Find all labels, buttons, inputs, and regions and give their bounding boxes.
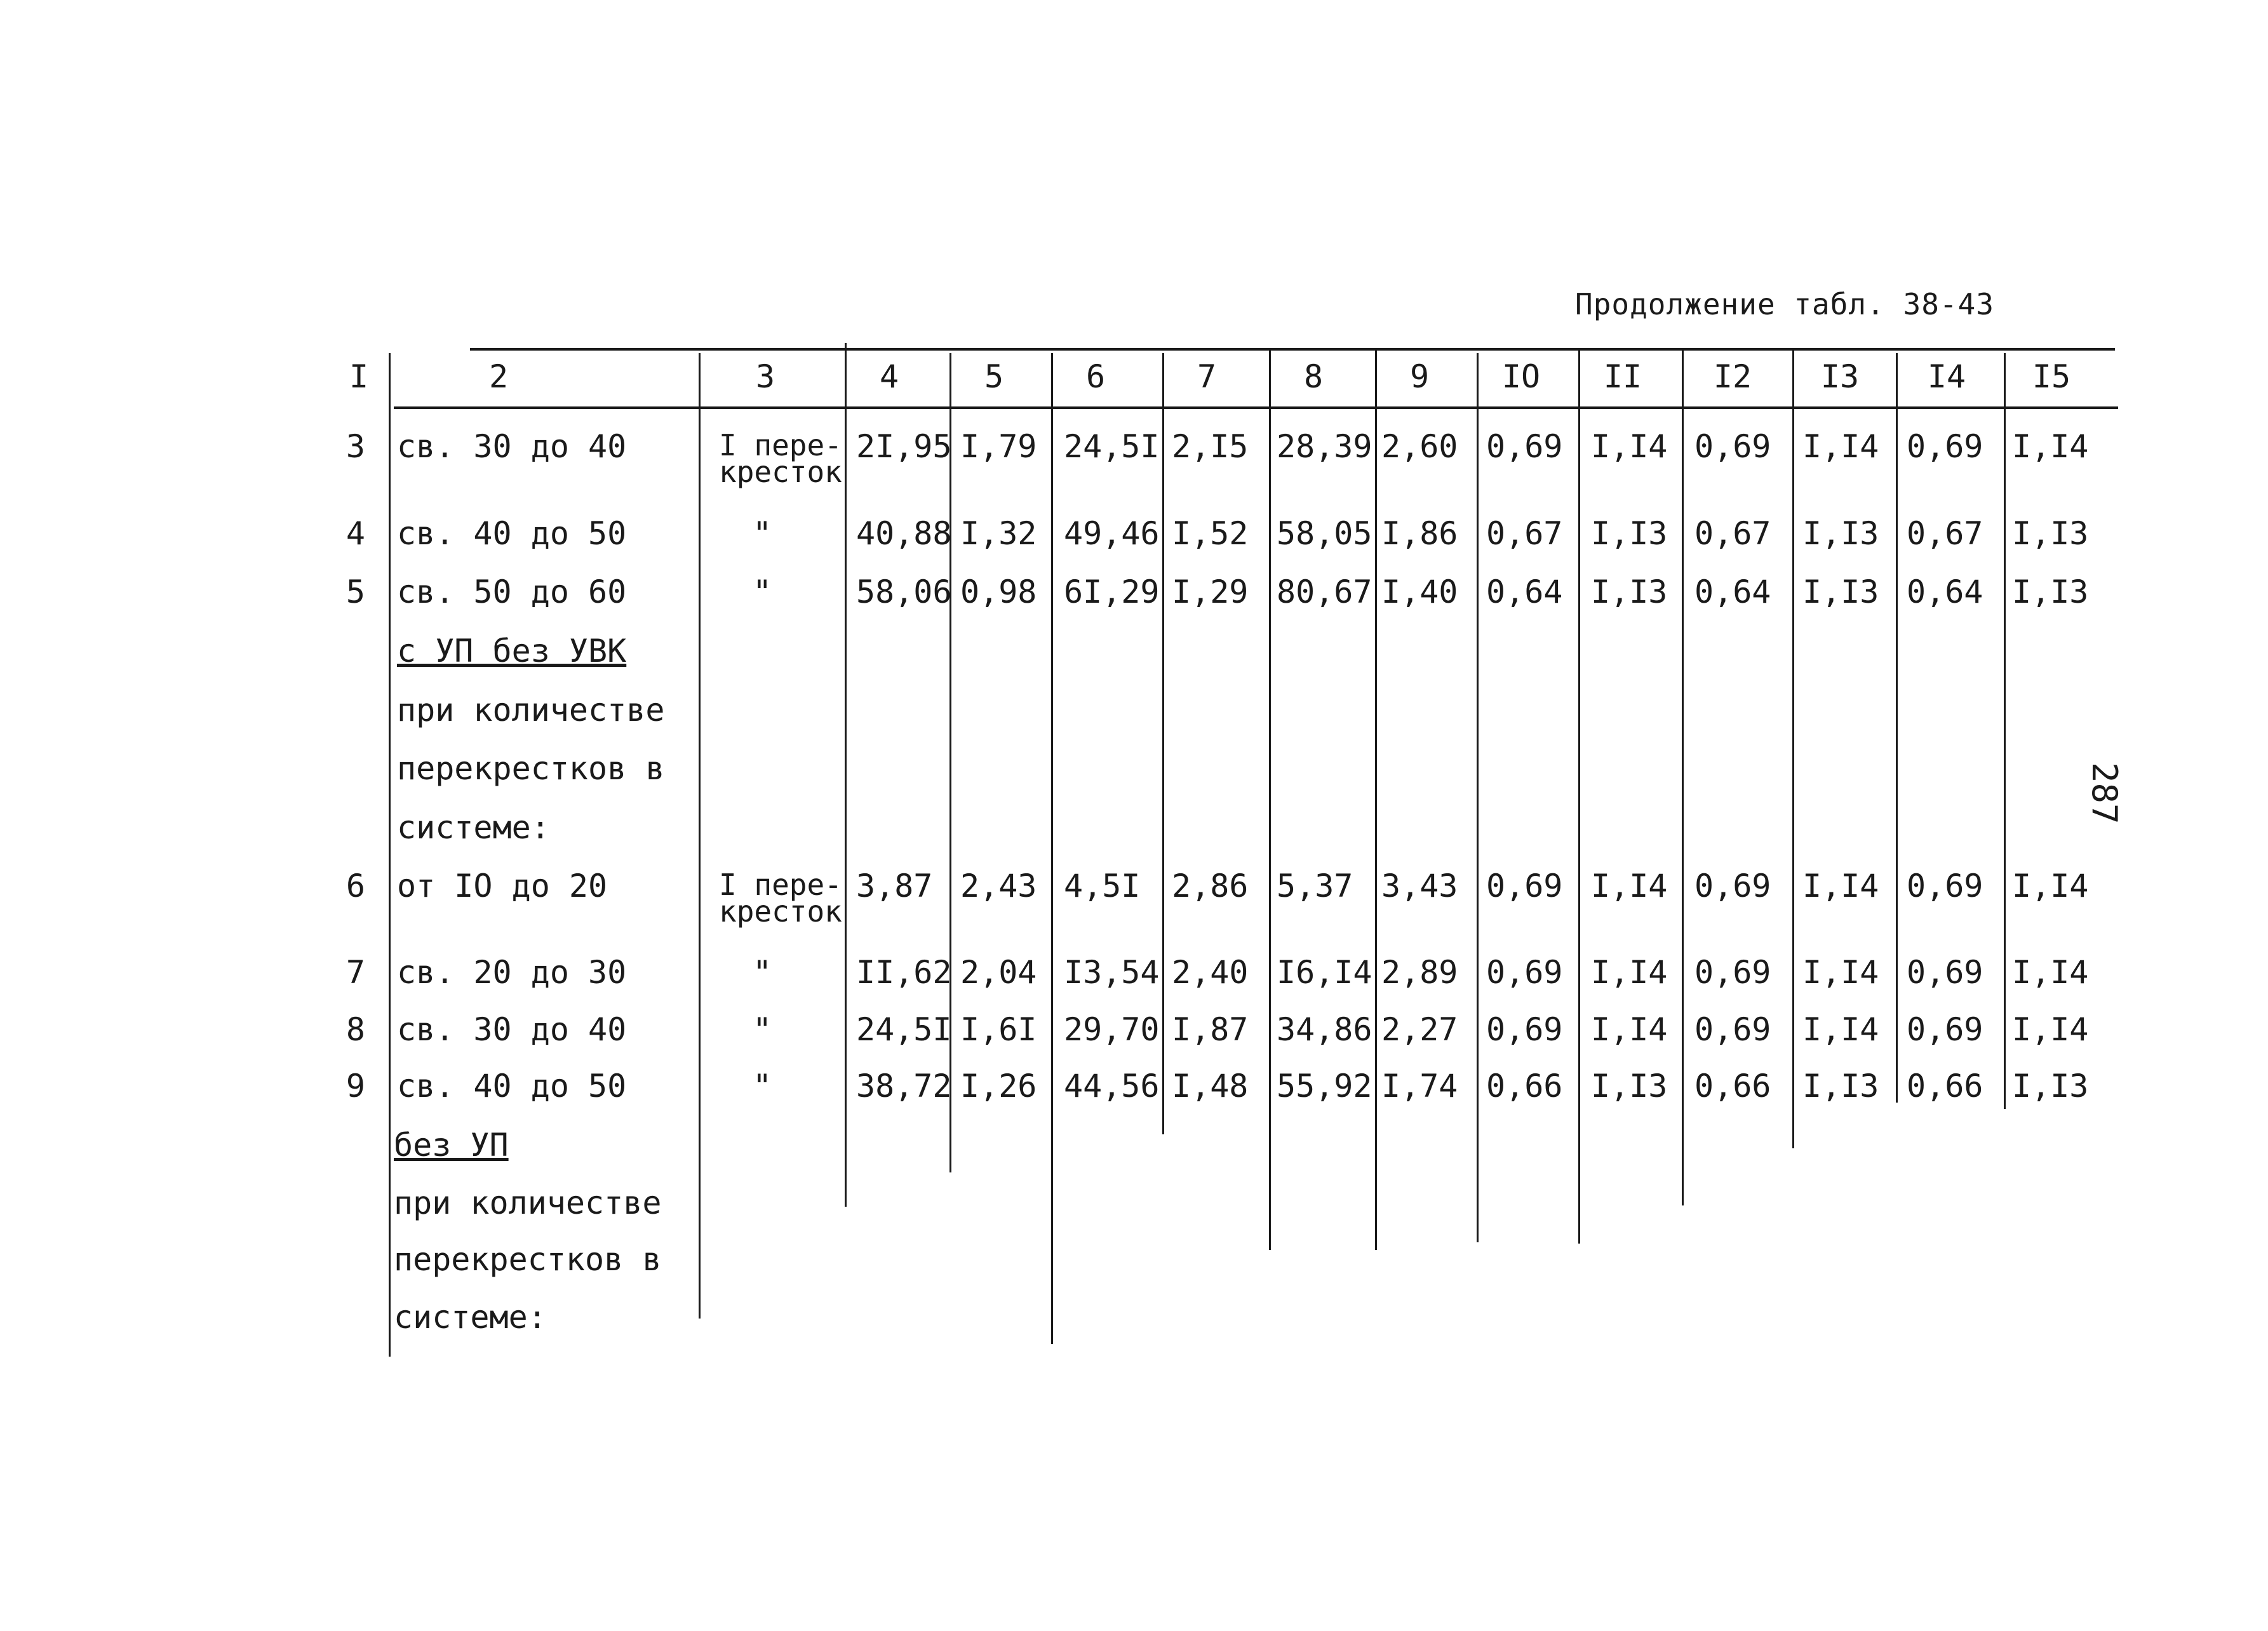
value-cell: 2,27 xyxy=(1381,1011,1458,1048)
value-cell: 0,67 xyxy=(1694,515,1771,552)
value-cell: 0,98 xyxy=(960,574,1037,610)
header-col-8: 8 xyxy=(1303,358,1324,395)
row-type: " xyxy=(753,515,772,552)
value-cell: I,I4 xyxy=(1591,428,1668,465)
value-cell: 49,46 xyxy=(1064,515,1160,552)
value-cell: 34,86 xyxy=(1277,1011,1372,1048)
value-cell: 0,69 xyxy=(1486,428,1563,465)
header-col-4: 4 xyxy=(879,358,899,395)
row-type: " xyxy=(753,1068,772,1104)
header-col-12: I2 xyxy=(1713,358,1752,395)
value-cell: I,I4 xyxy=(1802,868,1879,904)
value-cell: 2,43 xyxy=(960,868,1037,904)
column-divider xyxy=(1682,348,1684,1205)
value-cell: I,I4 xyxy=(2012,1011,2089,1048)
value-cell: I,I3 xyxy=(2012,515,2089,552)
value-cell: II,62 xyxy=(856,954,952,991)
row-number: 5 xyxy=(346,574,365,610)
value-cell: 0,67 xyxy=(1907,515,1983,552)
value-cell: 0,69 xyxy=(1907,1011,1983,1048)
value-cell: 3,87 xyxy=(856,868,933,904)
value-cell: 0,69 xyxy=(1694,954,1771,991)
value-cell: 5,37 xyxy=(1277,868,1353,904)
row-number: 9 xyxy=(346,1068,365,1104)
row-number: 8 xyxy=(346,1011,365,1048)
column-divider xyxy=(1896,353,1898,1103)
header-col-14: I4 xyxy=(1927,358,1966,395)
value-cell: I,I3 xyxy=(1802,1068,1879,1104)
value-cell: 55,92 xyxy=(1277,1068,1372,1104)
value-cell: 80,67 xyxy=(1277,574,1372,610)
value-cell: 38,72 xyxy=(856,1068,952,1104)
header-col-15: I5 xyxy=(2032,358,2071,395)
value-cell: I6,I4 xyxy=(1277,954,1372,991)
column-divider xyxy=(1269,348,1271,1250)
header-col-10: IO xyxy=(1501,358,1541,395)
value-cell: I,I3 xyxy=(1591,1068,1668,1104)
row-type: " xyxy=(753,574,772,610)
value-cell: I,6I xyxy=(960,1011,1037,1048)
row-name: св. 40 до 50 xyxy=(397,1068,627,1104)
header-col-9: 9 xyxy=(1409,358,1430,395)
row-name: от IO до 20 xyxy=(397,868,608,904)
value-cell: 0,66 xyxy=(1694,1068,1771,1104)
column-divider xyxy=(1477,353,1479,1242)
row-number: 7 xyxy=(346,954,365,991)
section-text: системе: xyxy=(397,809,550,846)
header-col-5: 5 xyxy=(984,358,1004,395)
value-cell: I,26 xyxy=(960,1068,1037,1104)
value-cell: I,I4 xyxy=(1591,868,1668,904)
section-text: при количестве xyxy=(397,692,665,728)
value-cell: I,29 xyxy=(1172,574,1249,610)
row-name: св. 30 до 40 xyxy=(397,428,627,465)
value-cell: I,I3 xyxy=(1802,574,1879,610)
value-cell: I,I4 xyxy=(2012,954,2089,991)
row-name: св. 30 до 40 xyxy=(397,1011,627,1048)
header-top-rule xyxy=(470,348,2115,351)
row-type: I пере- кресток xyxy=(719,868,842,929)
section-text: системе: xyxy=(394,1299,547,1336)
value-cell: 4,5I xyxy=(1064,868,1141,904)
value-cell: I,I3 xyxy=(2012,1068,2089,1104)
value-cell: 0,69 xyxy=(1486,954,1563,991)
row-name: св. 40 до 50 xyxy=(397,515,627,552)
value-cell: I,I3 xyxy=(2012,574,2089,610)
value-cell: I,I3 xyxy=(1802,515,1879,552)
value-cell: I,I4 xyxy=(2012,428,2089,465)
value-cell: I,79 xyxy=(960,428,1037,465)
column-divider xyxy=(949,353,951,1172)
value-cell: I,40 xyxy=(1381,574,1458,610)
value-cell: 0,64 xyxy=(1486,574,1563,610)
header-col-13: I3 xyxy=(1820,358,1860,395)
value-cell: 2,40 xyxy=(1172,954,1249,991)
page-number: 287 xyxy=(2084,762,2124,824)
value-cell: 0,66 xyxy=(1486,1068,1563,1104)
value-cell: I,I4 xyxy=(1802,1011,1879,1048)
value-cell: 2,60 xyxy=(1381,428,1458,465)
column-divider xyxy=(2004,353,2006,1109)
value-cell: I,86 xyxy=(1381,515,1458,552)
header-col-6: 6 xyxy=(1085,358,1106,395)
value-cell: 2,89 xyxy=(1381,954,1458,991)
value-cell: 0,69 xyxy=(1694,868,1771,904)
value-cell: 2,04 xyxy=(960,954,1037,991)
value-cell: I,I3 xyxy=(1591,574,1668,610)
value-cell: I,I4 xyxy=(1591,954,1668,991)
value-cell: I3,54 xyxy=(1064,954,1160,991)
header-bottom-rule xyxy=(394,406,2118,409)
row-type: " xyxy=(753,954,772,991)
value-cell: 28,39 xyxy=(1277,428,1372,465)
value-cell: I,I4 xyxy=(2012,868,2089,904)
value-cell: 0,69 xyxy=(1694,428,1771,465)
value-cell: 6I,29 xyxy=(1064,574,1160,610)
header-col-7: 7 xyxy=(1197,358,1217,395)
value-cell: I,I3 xyxy=(1591,515,1668,552)
value-cell: 0,64 xyxy=(1907,574,1983,610)
column-divider xyxy=(1375,348,1377,1250)
value-cell: 29,70 xyxy=(1064,1011,1160,1048)
section-text: перекрестков в xyxy=(394,1241,662,1278)
value-cell: 2I,95 xyxy=(856,428,952,465)
row-name: св. 50 до 60 xyxy=(397,574,627,610)
value-cell: 0,69 xyxy=(1907,954,1983,991)
value-cell: I,48 xyxy=(1172,1068,1249,1104)
value-cell: 24,5I xyxy=(1064,428,1160,465)
value-cell: 3,43 xyxy=(1381,868,1458,904)
value-cell: 0,66 xyxy=(1907,1068,1983,1104)
value-cell: 0,64 xyxy=(1694,574,1771,610)
value-cell: I,74 xyxy=(1381,1068,1458,1104)
value-cell: 24,5I xyxy=(856,1011,952,1048)
column-divider xyxy=(699,353,701,1319)
column-divider xyxy=(1792,348,1794,1148)
value-cell: I,32 xyxy=(960,515,1037,552)
value-cell: 40,88 xyxy=(856,515,952,552)
column-divider xyxy=(1578,348,1580,1244)
section-text: перекрестков в xyxy=(397,750,665,787)
header-col-11: II xyxy=(1603,358,1642,395)
value-cell: 0,69 xyxy=(1694,1011,1771,1048)
value-cell: 0,69 xyxy=(1486,1011,1563,1048)
header-col-1: I xyxy=(349,358,369,395)
row-number: 6 xyxy=(346,868,365,904)
value-cell: 0,69 xyxy=(1486,868,1563,904)
value-cell: I,I4 xyxy=(1591,1011,1668,1048)
value-cell: I,I4 xyxy=(1802,954,1879,991)
value-cell: 2,I5 xyxy=(1172,428,1249,465)
column-divider xyxy=(1051,353,1053,1344)
row-type: " xyxy=(753,1011,772,1048)
header-col-2: 2 xyxy=(488,358,509,395)
value-cell: 58,06 xyxy=(856,574,952,610)
value-cell: 0,69 xyxy=(1907,868,1983,904)
value-cell: I,52 xyxy=(1172,515,1249,552)
section-title: без УП xyxy=(394,1127,509,1164)
column-divider xyxy=(1162,353,1164,1134)
table-caption: Продолжение табл. 38-43 xyxy=(1575,287,1994,321)
section-title: с УП без УВК xyxy=(397,633,627,669)
row-type: I пере- кресток xyxy=(719,428,842,489)
value-cell: 44,56 xyxy=(1064,1068,1160,1104)
value-cell: I,87 xyxy=(1172,1011,1249,1048)
row-number: 4 xyxy=(346,515,365,552)
column-divider xyxy=(389,353,391,1357)
value-cell: 0,67 xyxy=(1486,515,1563,552)
value-cell: 0,69 xyxy=(1907,428,1983,465)
value-cell: 2,86 xyxy=(1172,868,1249,904)
section-text: при количестве xyxy=(394,1185,662,1221)
row-number: 3 xyxy=(346,428,365,465)
value-cell: 58,05 xyxy=(1277,515,1372,552)
header-col-3: 3 xyxy=(755,358,775,395)
value-cell: I,I4 xyxy=(1802,428,1879,465)
row-name: св. 20 до 30 xyxy=(397,954,627,991)
